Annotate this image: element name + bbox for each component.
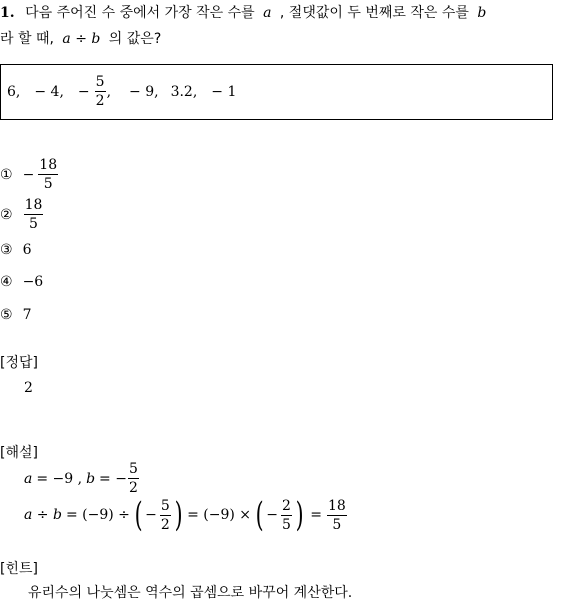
explanation-label: [해설] bbox=[0, 445, 38, 461]
equation-sign: − bbox=[145, 507, 157, 523]
fraction bbox=[281, 499, 292, 532]
number-item: − 9, bbox=[129, 83, 159, 100]
equation-lhs: a ÷ b bbox=[24, 507, 62, 523]
choice-3[interactable] bbox=[0, 242, 31, 258]
choice-value: 6 bbox=[22, 242, 32, 258]
question-expression: a ÷ b bbox=[62, 31, 101, 47]
fraction bbox=[160, 499, 171, 532]
var-b: b bbox=[86, 470, 96, 487]
equation-sign: − bbox=[266, 507, 279, 523]
question-line-1 bbox=[0, 2, 486, 22]
question-number: 1. bbox=[0, 5, 15, 21]
number-item-comma: , bbox=[106, 83, 112, 100]
var-a: a bbox=[263, 5, 272, 21]
equation-text: = bbox=[310, 507, 322, 523]
number-item: 6, bbox=[7, 83, 21, 100]
fraction-numerator: 5 bbox=[128, 461, 138, 477]
fraction bbox=[24, 198, 44, 231]
equation-text: = −9 , bbox=[36, 470, 83, 487]
choice-value: 7 bbox=[22, 307, 32, 323]
fraction-numerator: 5 bbox=[95, 74, 105, 90]
number-box bbox=[0, 64, 553, 120]
choice-mark: ⑤ bbox=[0, 307, 13, 323]
number-list bbox=[7, 75, 236, 108]
var-b: b bbox=[477, 5, 487, 21]
fraction bbox=[95, 75, 106, 108]
choice-sign: − bbox=[22, 166, 35, 183]
var-a: a bbox=[24, 470, 33, 487]
number-item: − 1 bbox=[211, 83, 237, 100]
fraction-denominator: 5 bbox=[332, 516, 342, 533]
fraction-denominator: 2 bbox=[95, 93, 105, 109]
answer-value: 2 bbox=[24, 380, 33, 396]
equation-text: = − bbox=[99, 470, 127, 487]
number-item: − 4, bbox=[34, 83, 64, 100]
answer-label: [정답] bbox=[0, 355, 38, 371]
equation-text: = (−9) ÷ bbox=[65, 507, 130, 523]
choice-5[interactable] bbox=[0, 307, 31, 323]
fraction bbox=[38, 158, 58, 191]
fraction-denominator: 2 bbox=[160, 516, 170, 533]
left-paren: ( bbox=[134, 495, 143, 535]
left-paren: ( bbox=[255, 495, 264, 535]
right-paren: ) bbox=[174, 495, 183, 535]
fraction bbox=[128, 462, 139, 495]
explanation-line-1 bbox=[24, 462, 140, 495]
choice-mark: ④ bbox=[0, 274, 13, 290]
fraction-denominator: 2 bbox=[128, 480, 138, 496]
choice-2[interactable] bbox=[0, 198, 44, 231]
equation-text: = (−9) × bbox=[187, 507, 252, 523]
fraction-denominator: 5 bbox=[43, 176, 53, 192]
right-paren: ) bbox=[295, 495, 304, 535]
fraction-denominator: 5 bbox=[29, 216, 38, 232]
question-text-1a: 다음 주어진 수 중에서 가장 작은 수를 bbox=[25, 5, 255, 21]
choice-value: −6 bbox=[22, 274, 44, 290]
choice-4[interactable] bbox=[0, 274, 43, 290]
number-item-sign: − bbox=[77, 83, 90, 100]
fraction-numerator: 18 bbox=[327, 497, 346, 514]
choice-1[interactable] bbox=[0, 158, 59, 191]
number-item: 3.2, bbox=[170, 83, 198, 100]
question-text-2a: 라 할 때, bbox=[0, 31, 54, 47]
fraction-numerator: 5 bbox=[160, 497, 170, 514]
fraction-numerator: 18 bbox=[24, 197, 43, 213]
question-text-1b: , 절댓값이 두 번째로 작은 수를 bbox=[279, 5, 469, 21]
hint-text: 유리수의 나눗셈은 역수의 곱셈으로 바꾸어 계산한다. bbox=[28, 585, 353, 601]
question-line-2 bbox=[0, 28, 161, 48]
question-text-2b: 의 값은? bbox=[108, 31, 162, 47]
choice-mark: ③ bbox=[0, 242, 13, 258]
fraction bbox=[327, 499, 347, 532]
fraction-numerator: 2 bbox=[282, 497, 291, 514]
explanation-line-2 bbox=[24, 495, 348, 535]
hint-label: [힌트] bbox=[0, 561, 38, 577]
choice-mark: ② bbox=[0, 206, 13, 223]
fraction-denominator: 5 bbox=[282, 516, 291, 533]
fraction-numerator: 18 bbox=[39, 157, 58, 173]
choice-mark: ① bbox=[0, 166, 13, 183]
